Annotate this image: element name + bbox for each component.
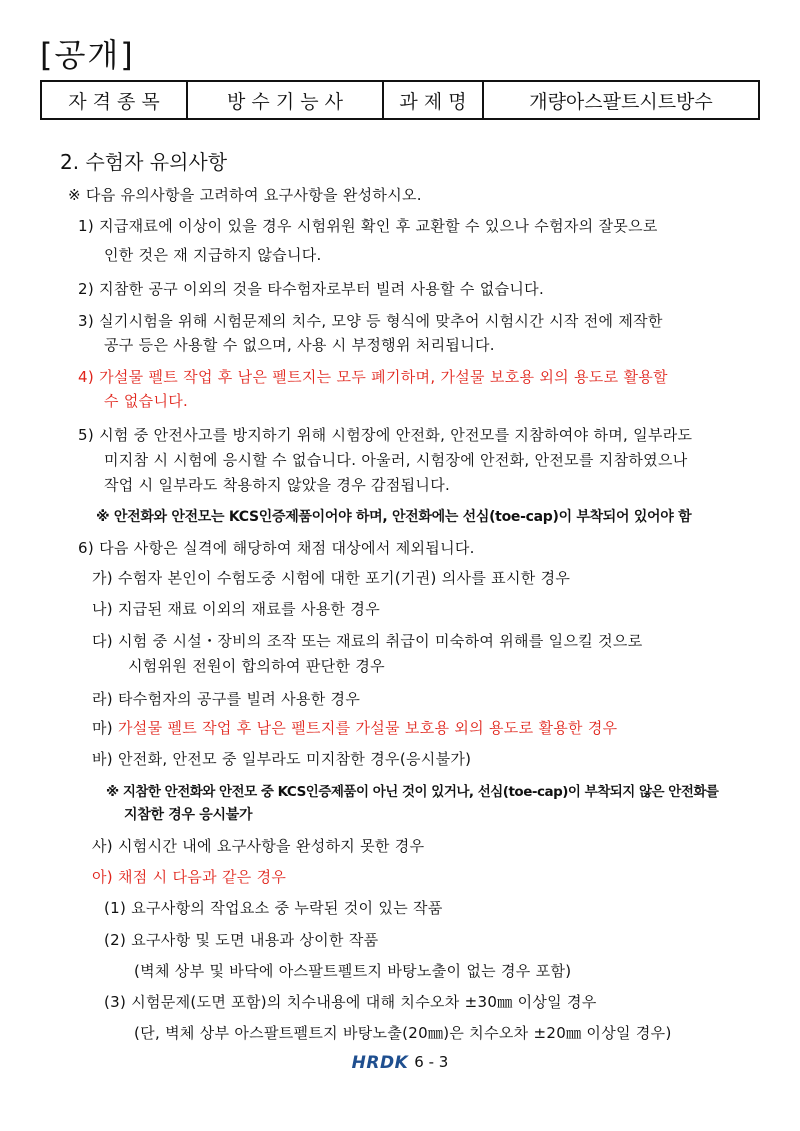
- item-3-line-2: 공구 등은 사용할 수 없으며, 사용 시 부정행위 처리됩니다.: [104, 336, 495, 354]
- item-6-sa: 사) 시험시간 내에 요구사항을 완성하지 못한 경우: [92, 837, 425, 855]
- item-6-da-line-1: 다) 시험 중 시설・장비의 조작 또는 재료의 취급이 미숙하여 위해를 일으킬 것으로: [92, 632, 643, 650]
- safety-note-2-line-2: 지참한 경우 응시불가: [124, 807, 253, 823]
- item-6-a: 아) 채점 시 다음과 같은 경우: [92, 868, 287, 886]
- item-1-line-2: 인한 것은 재 지급하지 않습니다.: [104, 246, 322, 264]
- sub-item-3-paren: (단, 벽체 상부 아스팔트펠트지 바탕노출(20㎜)은 치수오차 ±20㎜ 이상일 경우): [134, 1024, 672, 1042]
- item-5-line-3: 작업 시 일부라도 착용하지 않았을 경우 감점됩니다.: [104, 476, 451, 494]
- item-6-ra: 라) 타수험자의 공구를 빌려 사용한 경우: [92, 690, 361, 708]
- item-1-line-1: 1) 지급재료에 이상이 있을 경우 시험위원 확인 후 교환할 수 있으나 수험자의 잘못으로: [78, 217, 658, 235]
- item-6: 6) 다음 사항은 실격에 해당하여 채점 대상에서 제외됩니다.: [78, 539, 475, 557]
- info-table: [40, 80, 760, 120]
- hrdk-logo: HRDK: [351, 1053, 409, 1073]
- item-6-ga: 가) 수험자 본인이 수험도중 시험에 대한 포기(기권) 의사를 표시한 경우: [92, 569, 571, 587]
- item-6-da-line-2: 시험위원 전원이 합의하여 판단한 경우: [128, 657, 385, 675]
- item-2: 2) 지참한 공구 이외의 것을 타수험자로부터 빌려 사용할 수 없습니다.: [78, 280, 545, 298]
- intro-note: ※ 다음 유의사항을 고려하여 요구사항을 완성하시오.: [68, 186, 422, 204]
- safety-note-2-line-1: ※ 지참한 안전화와 안전모 중 KCS인증제품이 아닌 것이 있거나, 선심(toe-cap)이 부착되지 않은 안전화를: [106, 784, 719, 800]
- item-4-line-2: 수 없습니다.: [104, 392, 189, 410]
- task-value: 개량아스팔트시트방수: [483, 81, 759, 119]
- item-6-ma-text: 가설물 펠트 작업 후 남은 펠트지를 가설물 보호용 외의 용도로 활용한 경우: [118, 719, 618, 737]
- item-6-ba: 바) 안전화, 안전모 중 일부라도 미지참한 경우(응시불가): [92, 750, 472, 768]
- item-5-line-1: 5) 시험 중 안전사고를 방지하기 위해 시험장에 안전화, 안전모를 지참하여야 하며, 일부라도: [78, 426, 693, 444]
- page-number: 6 - 3: [414, 1053, 449, 1071]
- public-tag: [공개]: [40, 36, 135, 74]
- item-5-line-2: 미지참 시 시험에 응시할 수 없습니다. 아울러, 시험장에 안전화, 안전모를 지참하였으나: [104, 451, 688, 469]
- item-6-ma: [92, 717, 617, 738]
- item-6-ma-prefix: 마): [92, 719, 119, 737]
- section-title: 2. 수험자 유의사항: [60, 150, 228, 174]
- sub-item-1: (1) 요구사항의 작업요소 중 누락된 것이 있는 작품: [104, 899, 443, 917]
- sub-item-2: (2) 요구사항 및 도면 내용과 상이한 작품: [104, 931, 379, 949]
- item-6-na: 나) 지급된 재료 이외의 재료를 사용한 경우: [92, 600, 380, 618]
- qualification-value: 방 수 기 능 사: [187, 81, 383, 119]
- qualification-label: 자 격 종 목: [41, 81, 187, 119]
- sub-item-3: (3) 시험문제(도면 포함)의 치수내용에 대해 치수오차 ±30㎜ 이상일 경우: [104, 993, 597, 1011]
- item-4-line-1: 4) 가설물 펠트 작업 후 남은 펠트지는 모두 폐기하며, 가설물 보호용 외의 용도로 활용할: [78, 368, 668, 386]
- page-footer: [0, 1053, 800, 1073]
- safety-note-1: ※ 안전화와 안전모는 KCS인증제품이어야 하며, 안전화에는 선심(toe-cap)이 부착되어 있어야 함: [96, 509, 692, 525]
- sub-item-2-paren: (벽체 상부 및 바닥에 아스팔트펠트지 바탕노출이 없는 경우 포함): [134, 962, 572, 980]
- task-label: 과 제 명: [383, 81, 483, 119]
- item-3-line-1: 3) 실기시험을 위해 시험문제의 치수, 모양 등 형식에 맞추어 시험시간 시작 전에 제작한: [78, 312, 663, 330]
